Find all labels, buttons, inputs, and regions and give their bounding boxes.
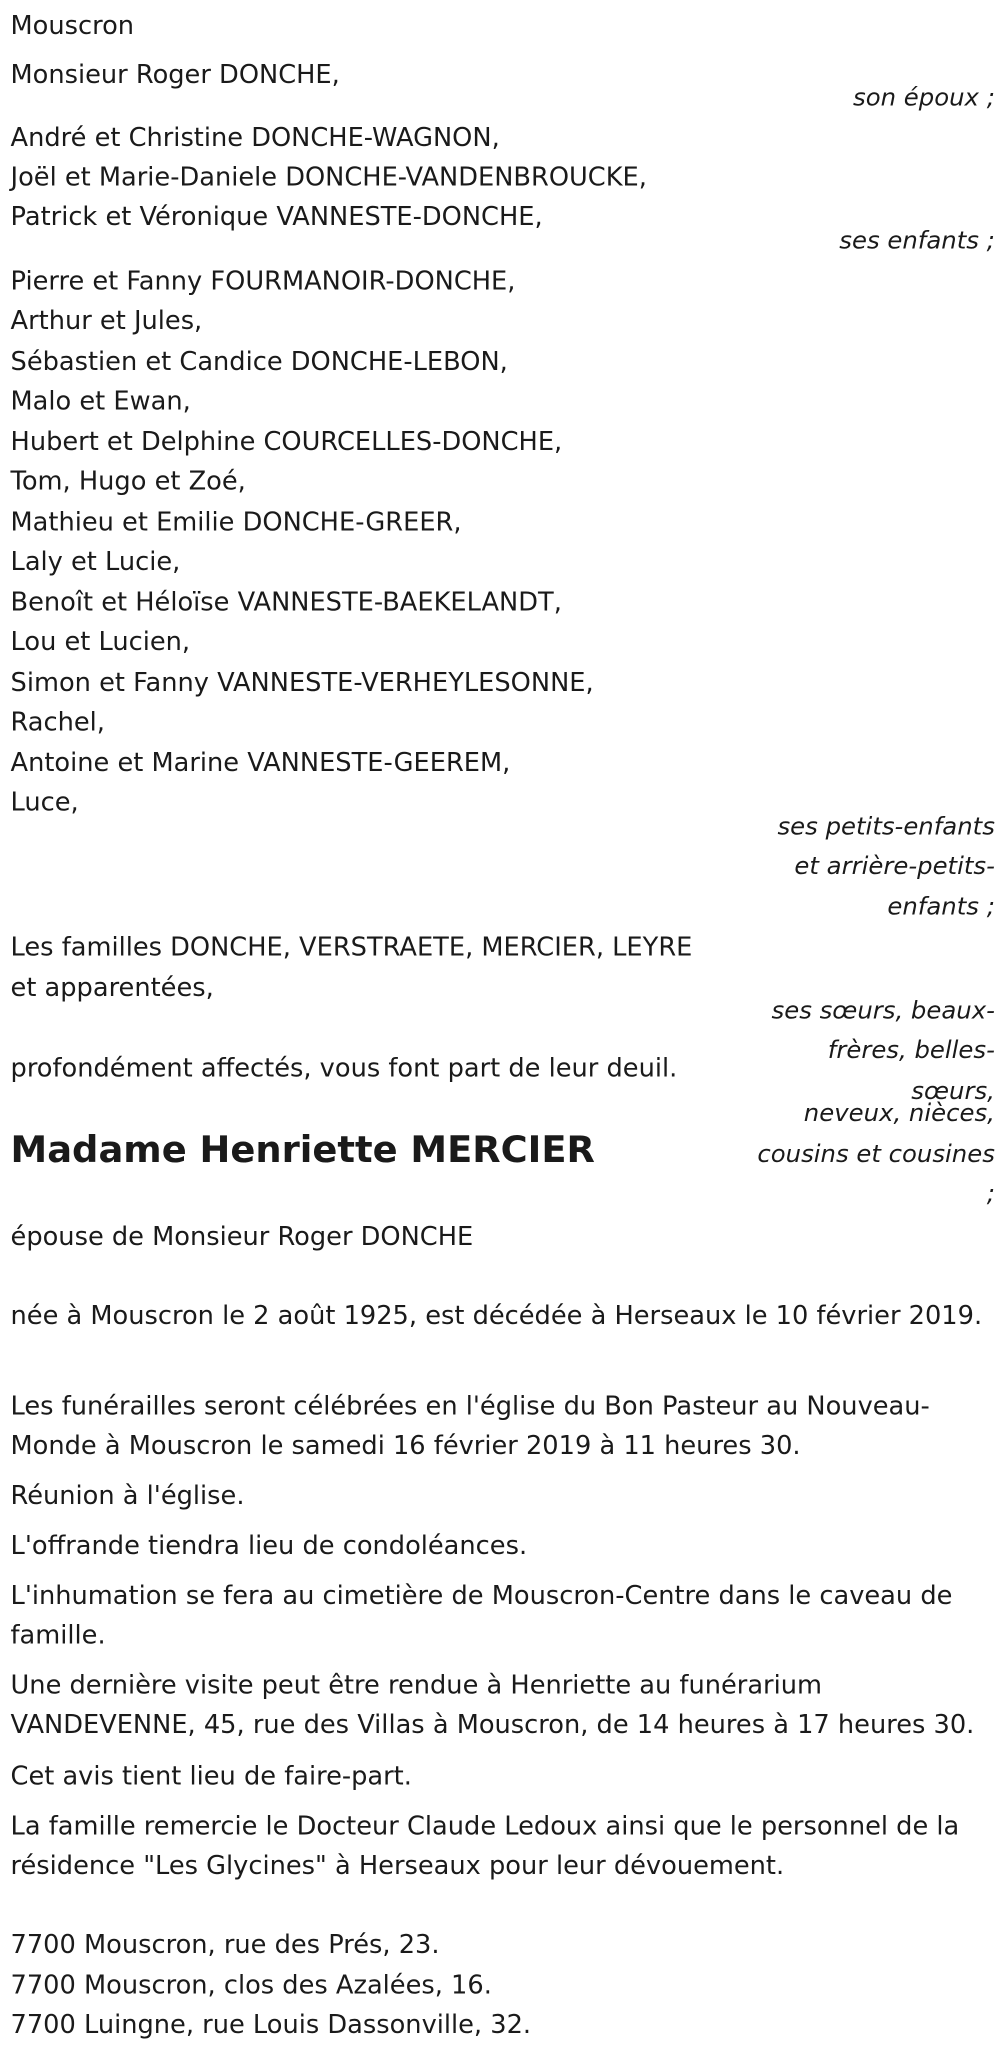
- paragraph: Cet avis tient lieu de faire-part.: [10, 1760, 412, 1792]
- grandchild-line: Simon et Fanny VANNESTE-VERHEYLESONNE,: [10, 667, 594, 698]
- families-line: Les familles DONCHE, VERSTRAETE, MERCIER, LEYRE: [10, 931, 693, 962]
- grandchild-line: Arthur et Jules,: [10, 305, 203, 336]
- child-line: Patrick et Véronique VANNESTE-DONCHE,: [10, 201, 543, 232]
- child-line: André et Christine DONCHE-WAGNON,: [10, 122, 500, 153]
- spouse-relation: son époux ;: [853, 84, 995, 112]
- families-relation-line: sœurs,: [911, 1077, 995, 1106]
- paragraph: La famille remercie le Docteur Claude Ledoux ainsi que le personnel de la résidence "Les Glycines" à Herseaux pour leur dévouement.: [10, 1810, 960, 1881]
- grandchildren-relation-line: ses petits-enfants: [777, 813, 995, 841]
- grandchild-line: Rachel,: [10, 706, 105, 737]
- families-relation-line: neveux, nièces,: [803, 1100, 995, 1128]
- grandchild-line: Lou et Lucien,: [10, 626, 191, 657]
- grandchild-line: Mathieu et Emilie DONCHE-GREER,: [10, 506, 462, 537]
- grandchild-line: Tom, Hugo et Zoé,: [10, 465, 246, 497]
- paragraph: née à Mouscron le 2 août 1925, est décédée à Herseaux le 10 février 2019.: [10, 1300, 983, 1331]
- children-relation: ses enfants ;: [839, 227, 995, 256]
- grandchild-line: Sébastien et Candice DONCHE-LEBON,: [10, 346, 508, 377]
- grandchild-line: Pierre et Fanny FOURMANOIR-DONCHE,: [10, 265, 516, 297]
- address-line: 7700 Luingne, rue Louis Dassonville, 32.: [10, 2009, 532, 2040]
- city-heading: Mouscron: [10, 10, 135, 41]
- grandchild-line: Benoît et Héloïse VANNESTE-BAEKELANDT,: [10, 586, 562, 618]
- spouse-name: Monsieur Roger DONCHE,: [10, 59, 340, 90]
- announcement-text: profondément affectés, vous font part de leur deuil.: [10, 1052, 678, 1084]
- grandchild-line: Luce,: [10, 786, 79, 818]
- paragraph: L'offrande tiendra lieu de condoléances.: [10, 1530, 528, 1561]
- paragraph: Une dernière visite peut être rendue à Henriette au funérarium VANDEVENNE, 45, rue des Villas à Mouscron, de 14 heures à 17 heures 30.: [10, 1670, 975, 1740]
- families-relation-line: ;: [986, 1180, 995, 1209]
- child-line: Joël et Marie-Daniele DONCHE-VANDENBROUCKE,: [10, 161, 647, 193]
- paragraph: Les funérailles seront célébrées en l'église du Bon Pasteur au Nouveau-Monde à Mouscron le samedi 16 février 2019 à 11 heures 30.: [10, 1391, 930, 1461]
- families-relation-line: frères, belles-: [827, 1037, 995, 1065]
- grandchild-line: Laly et Lucie,: [10, 546, 181, 577]
- paragraph: L'inhumation se fera au cimetière de Mouscron-Centre dans le caveau de famille.: [10, 1580, 953, 1651]
- grandchild-line: Malo et Ewan,: [10, 385, 191, 416]
- grandchildren-relation-line: et arrière-petits-: [794, 852, 995, 881]
- paragraph: Réunion à l'église.: [10, 1480, 245, 1511]
- families-line: et apparentées,: [10, 972, 214, 1003]
- grandchild-line: Hubert et Delphine COURCELLES-DONCHE,: [10, 426, 563, 457]
- epouse-line: épouse de Monsieur Roger DONCHE: [10, 1221, 474, 1252]
- families-relation-line: cousins et cousines: [757, 1140, 995, 1169]
- families-relation-line: ses sœurs, beaux-: [771, 997, 995, 1026]
- address-line: 7700 Mouscron, clos des Azalées, 16.: [10, 1970, 492, 2001]
- grandchildren-relation-line: enfants ;: [887, 893, 995, 922]
- deceased-name: Madame Henriette MERCIER: [10, 1127, 595, 1172]
- address-line: 7700 Mouscron, rue des Prés, 23.: [10, 1929, 440, 1960]
- grandchild-line: Antoine et Marine VANNESTE-GEEREM,: [10, 747, 511, 778]
